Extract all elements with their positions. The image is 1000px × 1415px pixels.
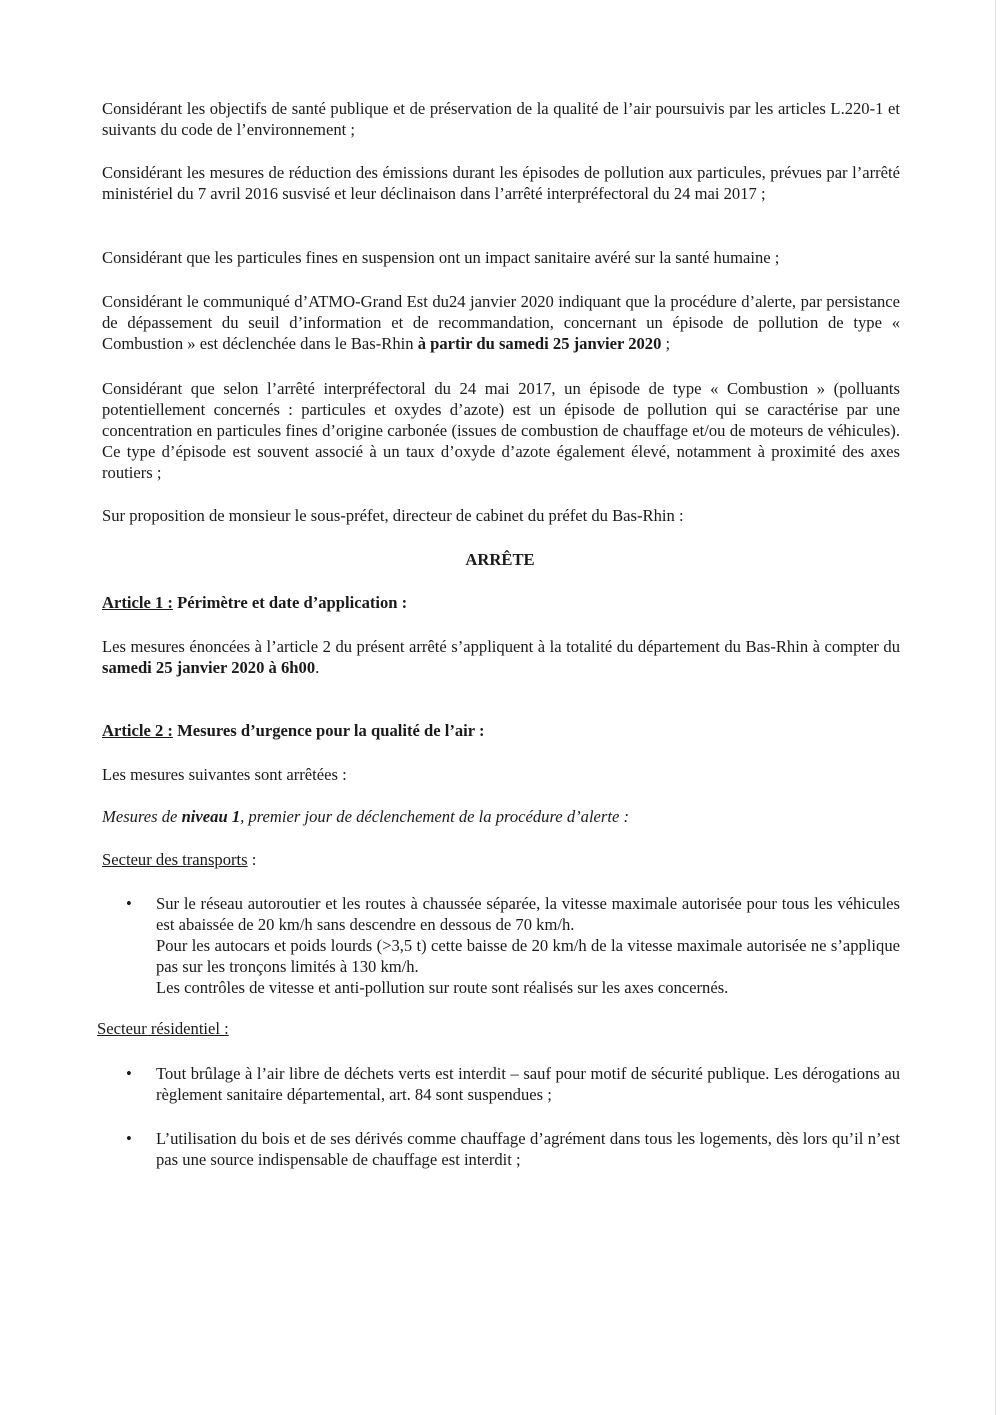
article-1-heading [102,592,900,613]
considerant-4-text: Considérant le communiqué d’ATMO-Grand Est du24 janvier 2020 indiquant que la procédure d’alerte, par persistance de dépassement du seuil d’information et de recommandation, concernant un épisode de pollution de type « Combustion » est déclenchée dans le Bas-Rhin [102,292,900,353]
residentiel-heading: Secteur résidentiel : [97,1019,229,1038]
residentiel-bullet-2: L’utilisation du bois et de ses dérivés comme chauffage d’agrément dans tous les logements, dès lors qu’il n’est pas une source indispensable de chauffage est interdit ; [156,1129,900,1169]
residentiel-bullet-1: Tout brûlage à l’air libre de déchets verts est interdit – sauf pour motif de sécurité publique. Les dérogations au règlement sanitaire départemental, art. 84 sont suspendues ; [156,1064,900,1104]
article-2-intro: Les mesures suivantes sont arrêtées : [102,765,347,784]
transports-bullet-1: Sur le réseau autoroutier et les routes à chaussée séparée, la vitesse maximale autorisée pour tous les véhicules est abaissée de 20 km/h sans descendre en dessous de 70 km/h. [156,894,900,934]
niveau-pre: Mesures de [102,807,182,826]
proposition: Sur proposition de monsieur le sous-préfet, directeur de cabinet du préfet du Bas-Rhin : [102,506,684,525]
article-1-body: Les mesures énoncées à l’article 2 du présent arrêté s’appliquent à la totalité du département du Bas-Rhin à compter du [102,637,900,656]
article-1-date: samedi 25 janvier 2020 à 6h00 [102,658,316,677]
bullet-icon: • [126,1129,132,1148]
considerant-4 [102,291,900,354]
considerant-5: Considérant que selon l’arrêté interpréfectoral du 24 mai 2017, un épisode de type « Combustion » (polluants potentiellement concernés : particules et oxydes d’azote) est un épisode de pollution qui se caractérise par une concentration en particules fines d’origine carbonée (issues de combustion de chauffage et/ou de moteurs de véhicules). Ce type d’épisode est souvent associé à un taux d’oxyde d’azote également élevé, notamment à proximité des axes routiers ; [102,379,900,482]
transports-bullet-3: Les contrôles de vitesse et anti-pollution sur route sont réalisés sur les axes concernés. [156,978,729,997]
article-2-label: Article 2 : [102,721,173,740]
considerant-4-end: ; [661,334,671,353]
niveau-post: , premier jour de déclenchement de la procédure d’alerte : [240,807,630,826]
arrete-title: ARRÊTE [465,550,535,569]
article-1-text [102,636,900,678]
transports-heading [102,849,900,870]
bullet-icon: • [126,1064,132,1083]
article-1-label: Article 1 : [102,593,173,612]
article-1-title: Périmètre et date d’application : [172,593,408,612]
niveau-bold: niveau 1 [181,807,241,826]
transports-heading-label: Secteur des transports [102,850,248,869]
article-2-heading [102,720,900,741]
niveau-1-line [102,806,900,827]
bullet-icon: • [126,894,132,913]
article-1-end: . [315,658,320,677]
considerant-1: Considérant les objectifs de santé publique et de préservation de la qualité de l’air poursuivis par les articles L.220-1 et suivants du code de l’environnement ; [102,99,900,139]
considerant-3: Considérant que les particules fines en suspension ont un impact sanitaire avéré sur la santé humaine ; [102,248,780,267]
scan-edge-line [995,0,996,1415]
transports-heading-colon: : [247,850,257,869]
transports-bullet-2: Pour les autocars et poids lourds (>3,5 t) cette baisse de 20 km/h de la vitesse maximale autorisée ne s’applique pas sur les tronçons limités à 130 km/h. [156,936,900,976]
article-2-title: Mesures d’urgence pour la qualité de l’air : [172,721,485,740]
considerant-4-date: à partir du samedi 25 janvier 2020 [417,334,662,353]
considerant-2: Considérant les mesures de réduction des émissions durant les épisodes de pollution aux particules, prévues par l’arrêté ministériel du 7 avril 2016 susvisé et leur déclinaison dans l’arrêté interpréfectoral du 24 mai 2017 ; [102,163,900,203]
